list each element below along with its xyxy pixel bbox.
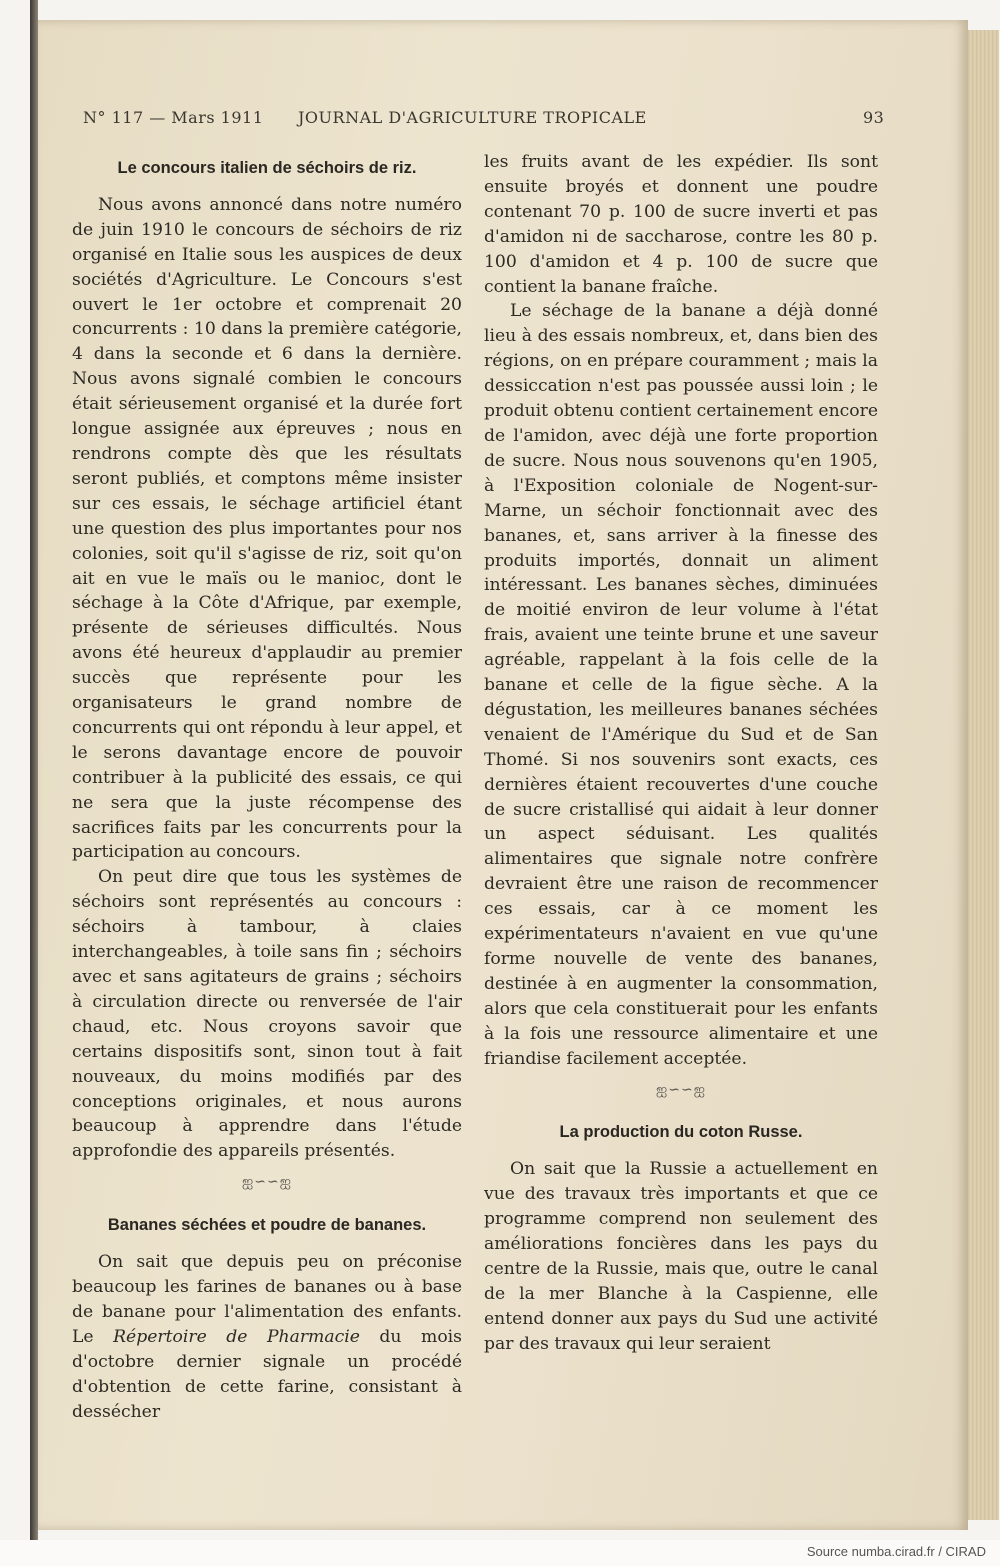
paragraph: On sait que la Russie a actuellement en vue des travaux très importants et que ce programme comprend non seulement des améliorations foncières dans les pays du centre de la Russie, mais que, outre le canal de la mer Blanche à la Caspienne, elle entend donner aux pays du Sud une activité par des travaux qui leur seraient	[484, 1159, 878, 1354]
paragraph: Le séchage de la banane a déjà donné lieu à des essais nombreux, et, dans bien des régions, on en prépare couramment ; mais la dessiccation n'est pas poussée aussi loin ; le produit obtenu contient certainement encore de l'amidon, avec déjà une forte proportion de sucre. Nous nous souvenons qu'en 1905, à l'Exposition coloniale de Nogent-sur-Marne, un séchoir fonctionnait avec des bananes, et, sans arriver à la finesse des produits importés, donnait un aliment intéressant. Les bananes sèches, diminuées de moitié environ de leur volume à l'état frais, avaient une teinte brune et une saveur agréable, rappelant à la fois celle de la banane et celle de la figue sèche. A la dégustation, les meilleures bananes séchées venaient de l'Amérique du Sud et de San Thomé. Si nos souvenirs sont exacts, ces dernières étaient recouvertes d'une couche de sucre cristallisé qui aidait à leur donner un aspect séduisant. Les qualités alimentaires que signale notre confrère devraient être une raison de recommencer ces essais, car à ce moment les expérimentateurs n'avaient en vue qu'une forme nouvelle de vente des bananes, destinée à en augmenter la consommation, alors que cela constituerait pour les enfants à la fois une ressource alimentaire et une friandise facilement acceptée.	[484, 301, 879, 1069]
left-column	[72, 150, 462, 1424]
section-ornament: ஐ∽∽ஐ	[656, 1081, 706, 1098]
paragraph: Nous avons annoncé dans notre numéro de juin 1910 le concours de séchoirs de riz organisé en Italie sous les auspices de deux sociétés d'Agriculture. Le Concours s'est ouvert le 1er octobre et comprenait 20 concurrents : 10 dans la première catégorie, 4 dans la seconde et 6 dans la dernière. Nous avons signalé combien le concours était sérieusement organisé et la durée fort longue assignée aux épreuves ; nous en rendrons compte dès que les résultats seront publiés, et comptons même insister sur ces essais, le séchage artificiel étant une question des plus importantes pour nos colonies, soit qu'il s'agisse de riz, soit qu'on ait en vue le maïs ou le manioc, dont le séchage à la Côte d'Afrique, par exemple, présente de sérieuses difficultés. Nous avons été heureux d'applaudir au premier succès que représente pour les organisateurs le grand nombre de concurrents qui ont répondu à leur appel, et le serons davantage encore de pouvoir contribuer à la publicité des essais, ce qui ne sera que la juste récompense des sacrifices faits par les concurrents pour la participation au concours.	[72, 194, 462, 863]
running-head	[83, 108, 883, 132]
book-spine-edge	[30, 0, 38, 1540]
page-number: 93	[863, 108, 885, 127]
article-title-dried-bananas: Bananes séchées et poudre de bananes.	[107, 1216, 427, 1235]
paragraph: les fruits avant de les expédier. Ils sont ensuite broyés et donnent une poudre contenant 70 p. 100 de sucre inverti et pas d'amidon ni de saccharose, contre les 80 p. 100 d'amidon et 4 p. 100 de sucre que contient la banane fraîche.	[484, 152, 878, 297]
right-column	[484, 150, 878, 1357]
paragraph: On peut dire que tous les systèmes de séchoirs sont représentés au concours : séchoirs à tambour, à claies interchangeables, à toile sans fin ; séchoirs avec et sans agitateurs de grains ; séchoirs à circulation directe ou renversée de l'air chaud, etc. Nous croyons savoir que certains dispositifs sont, sinon tout à fait nouveaux, du moins modifiés par des conceptions originales, et nous aurons beaucoup à apprendre dans l'étude approfondie des appareils présentés.	[72, 867, 462, 1162]
paragraph: On sait que depuis peu on préconise beaucoup les farines de bananes ou à base de banane pour l'alimentation des enfants. Le Répertoire de Pharmacie du mois d'octobre dernier signale un procédé d'obtention de cette farine, consistant à dessécher	[72, 1252, 462, 1422]
italic-title: Répertoire de Pharmacie	[113, 1326, 360, 1347]
source-credit: Source numba.cirad.fr / CIRAD	[806, 1544, 986, 1559]
journal-title: JOURNAL D'AGRICULTURE TROPICALE	[298, 108, 647, 127]
article-title-russian-cotton: La production du coton Russe.	[559, 1123, 803, 1142]
journal-page	[38, 20, 968, 1530]
article-title-rice-dryers: Le concours italien de séchoirs de riz.	[117, 159, 417, 177]
section-ornament: ஐ∽∽ஐ	[242, 1174, 292, 1191]
issue-number: N° 117 — Mars 1911	[83, 108, 264, 127]
